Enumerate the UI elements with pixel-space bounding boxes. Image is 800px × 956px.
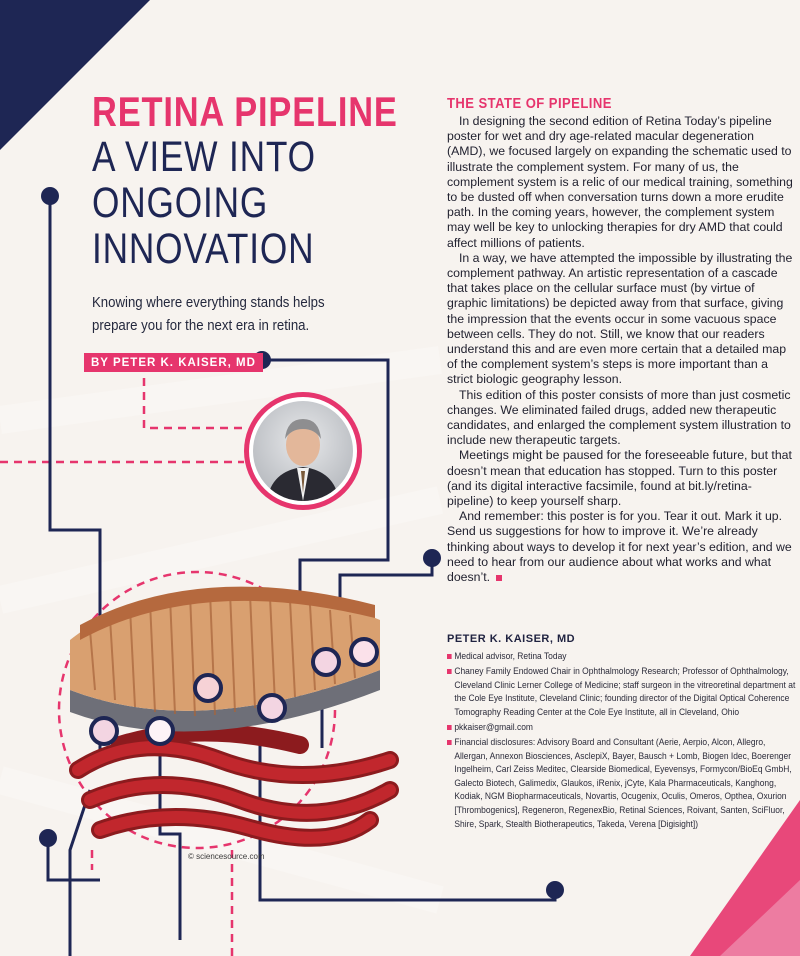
author-name: PETER K. KAISER, MD xyxy=(447,633,576,645)
title-accent: RETINA PIPELINE xyxy=(92,88,398,135)
section-heading: THE STATE OF PIPELINE xyxy=(447,96,612,112)
bio-item: Chaney Family Endowed Chair in Ophthalmology Research; Professor of Ophthalmology, Cleveland Clinic Lerner College of Medicine; staff surgeon in the vitreoretinal department at the Cole Eye Institute, Cleveland Clinic; founding director of the Digital Optical Coherence Tomography Reading Center at the Cole Eye Institute, all in Cleveland, Ohio xyxy=(447,665,799,719)
end-of-article-mark xyxy=(496,575,502,581)
title-line-3: INNOVATION xyxy=(92,225,315,273)
body-paragraph: Meetings might be paused for the foreseeable future, but that doesn’t mean that education has stopped. Turn to this poster (and its digital interactive facsimile, found at bit.ly/retina-pipeline) to keep yourself sharp. xyxy=(447,448,792,509)
body-paragraph-last xyxy=(447,509,795,585)
author-portrait xyxy=(253,401,353,501)
body-paragraph: This edition of this poster consists of more than just cosmetic changes. We eliminated failed drugs, added new therapeutic candidates, and enlarged the complement system illustration to include new therapeutic targets. xyxy=(447,387,791,448)
body-paragraph: In a way, we have attempted the impossible by illustrating the complement pathway. An artistic representation of a cascade that takes place on the cellular surface must (by virtue of graphic limitations) be depicted away from that surface, giving the impression that the events occur in some vacuous space between cells. They do not. Still, we know that our readers understand this and are even more certain that a detailed map of the complement system’s steps is more important than a strict biologic geography lesson. xyxy=(447,250,793,387)
bio-disclosures: Financial disclosures: Advisory Board and Consultant (Aerie, Aerpio, Alcon, Allegro, Allergan, Annexon Biosciences, AsclepiX, Bayer, Bausch + Lomb, Biogen Idec, Boerenger Ingelheim, Carl Zeiss Meditec, Clearside Biomedical, Eyevensys, Formycon/BioEq GmbH, Galecto Biotech, Galimedix, Glaukos, iRenix, jCyte, Kala Pharmaceuticals, Kanghong, Kodiak, NGM Biopharmaceuticals, Novartis, Ocugenix, Oculis, Omeros, Opthea, Oxurion [Thrombogenics], Regeneron, RegenexBio, Retinal Sciences, Roivant, Santen, SciFluor, Shire, Spark, Stealth Biotherapeutics, Takeda, Verena [Digisight]) xyxy=(447,736,799,831)
byline: BY PETER K. KAISER, MD xyxy=(84,353,263,372)
image-credit: © sciencesource.com xyxy=(188,852,265,861)
article-title xyxy=(92,90,432,272)
article-body xyxy=(447,114,795,585)
title-line-1: A VIEW INTO xyxy=(92,133,316,181)
author-portrait-frame xyxy=(244,392,362,510)
title-line-2: ONGOING xyxy=(92,179,269,227)
body-paragraph: In designing the second edition of Retina Today’s pipeline poster for wet and dry age-related macular degeneration (AMD), we focused largely on expanding the schematic used to illustrate the complement system. For many of us, the complement system is a relic of our medical training, something to be dusted off when conversation turns down a more erudite path. In the coming years, however, the complement system may well be key to unlocking therapies for dry AMD that could affect millions of patients. xyxy=(447,114,793,250)
author-bio xyxy=(447,650,797,833)
article-subtitle: Knowing where everything stands helps prepare you for the next era in retina. xyxy=(92,294,325,334)
bio-item: Medical advisor, Retina Today xyxy=(447,650,799,664)
body-paragraph-text: And remember: this poster is for you. Tear it out. Mark it up. Send us suggestions for how to improve it. We’re already thinking about ways to develop it for next year’s edition, and we need to hear from our audience about what works and what doesn’t. xyxy=(447,509,792,585)
bio-email: pkkaiser@gmail.com xyxy=(447,721,799,735)
